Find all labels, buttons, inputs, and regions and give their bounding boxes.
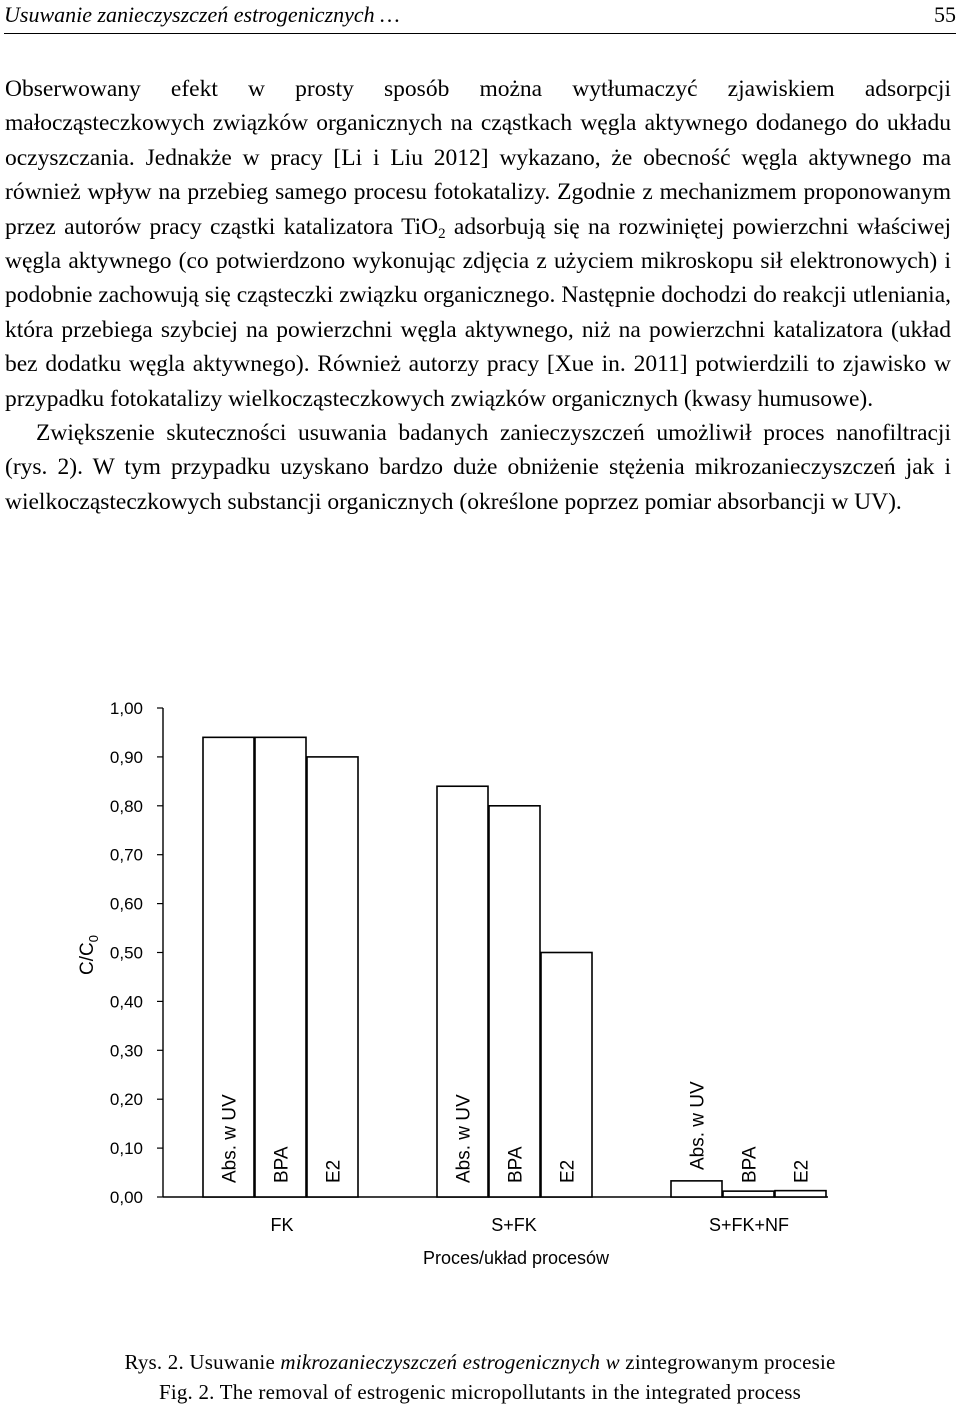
y-tick-label: 0,80 [109,796,143,816]
bar-label: E2 [323,1159,345,1183]
bar [307,757,358,1197]
y-tick-label: 0,70 [109,845,143,865]
caption-pl [0,1350,960,1375]
bar-label: BPA [271,1146,293,1183]
y-tick-label: 0,50 [109,943,143,963]
bar-label: Abs. w UV [687,1081,709,1170]
bar-label: BPA [505,1146,527,1183]
caption-pl-suffix: zintegrowanym procesie [619,1350,836,1374]
caption-en: Fig. 2. The removal of estrogenic micropollutants in the integrated process [158,1380,802,1404]
x-axis-title: Proces/układ procesów [422,1248,610,1268]
group-label: S+FK+NF [708,1215,790,1235]
y-tick-label: 0,60 [109,894,143,914]
running-title: Usuwanie zanieczyszczeń estrogenicznych … [4,2,400,27]
running-header [4,0,956,34]
y-axis-title: $C/C_0$ [77,935,101,975]
paragraph-1-part2: adsorbują się na rozwiniętej powierzchni właściwej węgla aktywnego (co potwierdzono wykonując zdjęcia z użyciem mikroskopu sił elektronowych) i podobnie zachowują się cząsteczki związku organicznego. Następnie dochodzi do reakcji utleniania, która przebiega szybciej na powierzchni węgla aktywnego, niż na powierzchni katalizatora (układ bez dodatku węgla aktywnego). Również autorzy pracy [Xue in. 2011] potwierdzili to zjawisko w przypadku fotokatalizy wielkocząsteczkowych związków organicznych (kwasy humusowe). [5,213,951,412]
body-text [5,72,951,519]
caption-pl-prefix: Rys. 2. Usuwanie [124,1350,281,1374]
group-label: FK [270,1215,294,1235]
bar [723,1191,774,1197]
bar-label: E2 [791,1159,813,1183]
y-tick-label: 1,00 [109,699,143,718]
y-tick-label: 0,20 [109,1090,143,1110]
group-label: S+FK [491,1215,537,1235]
page-number: 55 [934,2,956,27]
y-tick-label: 0,10 [109,1139,143,1159]
bar-chart [0,680,960,1280]
caption-pl-italic: mikrozanieczyszczeń estrogenicznych w [280,1350,620,1374]
bar [671,1181,722,1197]
bar [775,1191,826,1197]
bar-label: Abs. w UV [453,1094,475,1183]
bar [489,806,540,1197]
y-tick-label: 0,90 [109,747,143,767]
bar-label: E2 [557,1159,579,1183]
tio2-subscript: 2 [438,225,446,242]
paragraph-2: Zwiększenie skuteczności usuwania badanych zanieczyszczeń umożliwił proces nanofiltracji (rys. 2). W tym przypadku uzyskano bardzo duże obniżenie stężenia mikrozanieczyszczeń jak i wielkocząsteczkowych substancji organicznych (określone poprzez pomiar absorbancji w UV). [5,420,951,515]
paragraph-1 [5,72,951,416]
paragraph-1-part1: Obserwowany efekt w prosty sposób można wytłumaczyć zjawiskiem adsorpcji małocząsteczkowych związków organicznych na cząstkach węgla aktywnego dodanego do układu oczyszczania. Jednakże w pracy [Li i Liu 2012] wykazano, że obecność węgla aktywnego ma również wpływ na przebieg samego procesu fotokatalizy. Zgodnie z mechanizmem proponowanym przez autorów pracy cząstki katalizatora TiO [5,76,951,240]
y-tick-label: 0,00 [109,1188,143,1207]
y-tick-label: 0,40 [109,992,143,1012]
bar-label: Abs. w UV [219,1094,241,1183]
bar [255,737,306,1197]
bar-label: BPA [739,1146,761,1183]
y-tick-label: 0,30 [109,1041,143,1061]
